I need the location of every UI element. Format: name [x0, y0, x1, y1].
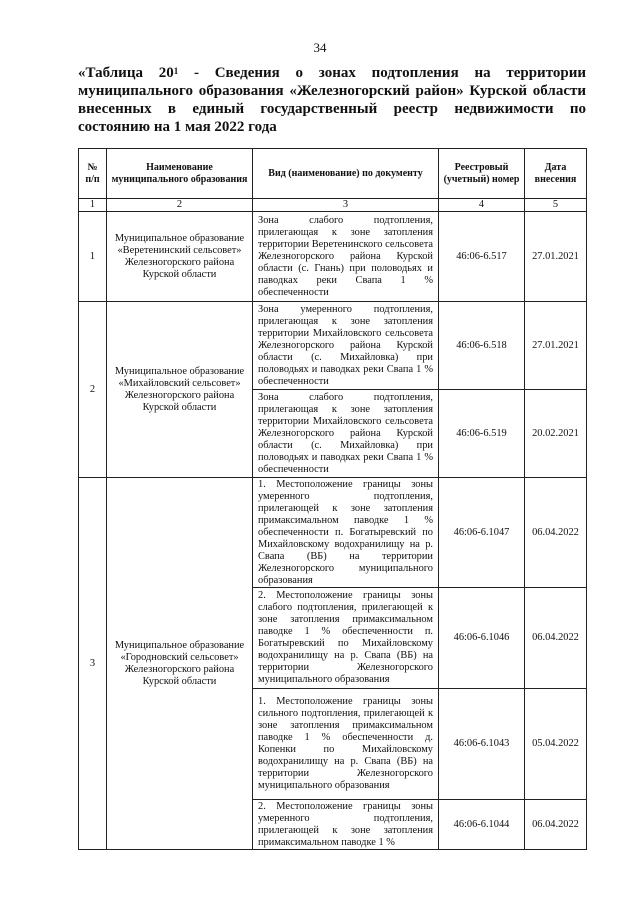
table-row [79, 478, 587, 588]
row-num: 1 [79, 212, 107, 302]
date-cell: 27.01.2021 [525, 302, 587, 390]
zones-table [78, 148, 587, 850]
table-row [79, 212, 587, 302]
date-cell: 20.02.2021 [525, 390, 587, 478]
reg-number-cell: 46:06-6.519 [439, 390, 525, 478]
reg-number-cell: 46:06-6.518 [439, 302, 525, 390]
date-cell: 27.01.2021 [525, 212, 587, 302]
description-cell: 1. Местоположение границы зоны сильного подтопления, прилегающей к зоне затопления примаксимальном паводке 1 % обеспеченности д. Копенки по Михайловскому водохранилищу на р. Свапа (ВБ) на территории Железногорского муниципального образования [253, 689, 439, 800]
header-municipality: Наименование муниципального образования [107, 149, 253, 199]
description-cell: Зона слабого подтопления, прилегающая к зоне затопления территории Михайловского сельсовета Железногорского района Курской области (с. Михайловка) при половодьях и паводках реки Свапа 1 % обеспеченности [253, 390, 439, 478]
header-date: Дата внесения [525, 149, 587, 199]
table-row [79, 302, 587, 390]
table-title [78, 64, 586, 136]
title-rest: - Сведения о зонах подтопления на территории муниципального образования «Железногорский район» Курской области внесенных в единый государственный реестр недвижимости по состоянию на 1 мая 2022 года [78, 65, 586, 135]
reg-number-cell: 46:06-6.1046 [439, 588, 525, 689]
title-superscript: 1 [173, 66, 179, 76]
description-cell: 2. Местоположение границы зоны слабого подтопления, прилегающей к зоне затопления примаксимальном паводке 1 % обеспеченности п. Богатыревский по Михайловскому водохранилищу на р. Свапа (ВБ) на территории Железногорского муниципального образования [253, 588, 439, 689]
header-reg-number: Реестровый (учетный) номер [439, 149, 525, 199]
description-cell: Зона умеренного подтопления, прилегающая к зоне затопления территории Михайловского сельсовета Железногорского района Курской области (с. Михайловка) при половодьях и паводках реки Свапа 1 % обеспеченности [253, 302, 439, 390]
row-num: 2 [79, 302, 107, 478]
colnum-2: 2 [107, 199, 253, 212]
date-cell: 06.04.2022 [525, 478, 587, 588]
table-header-row [79, 149, 587, 199]
column-numbers-row [79, 199, 587, 212]
page-number: 34 [313, 40, 327, 55]
colnum-1: 1 [79, 199, 107, 212]
municipality-cell: Муниципальное образование «Городновский сельсовет» Железногорского района Курской области [107, 478, 253, 850]
municipality-cell: Муниципальное образование «Михайловский сельсовет» Железногорского района Курской области [107, 302, 253, 478]
municipality-cell: Муниципальное образование «Веретенинский сельсовет» Железногорского района Курской области [107, 212, 253, 302]
description-cell: Зона слабого подтопления, прилегающая к зоне затопления территории Веретенинского сельсовета Железногорского района Курской области (с. Гнань) при половодьях и паводках реки Свапа 1 % обеспеченности [253, 212, 439, 302]
title-prefix: «Таблица 20 [78, 65, 174, 81]
colnum-4: 4 [439, 199, 525, 212]
colnum-3: 3 [253, 199, 439, 212]
reg-number-cell: 46:06-6.1047 [439, 478, 525, 588]
reg-number-cell: 46:06-6.1044 [439, 800, 525, 850]
header-num: № п/п [79, 149, 107, 199]
date-cell: 06.04.2022 [525, 588, 587, 689]
date-cell: 05.04.2022 [525, 689, 587, 800]
colnum-5: 5 [525, 199, 587, 212]
description-cell: 2. Местоположение границы зоны умеренного подтопления, прилегающей к зоне затопления примаксимальном паводке 1 % [253, 800, 439, 850]
reg-number-cell: 46:06-6.517 [439, 212, 525, 302]
row-num: 3 [79, 478, 107, 850]
reg-number-cell: 46:06-6.1043 [439, 689, 525, 800]
description-cell: 1. Местоположение границы зоны умеренного подтопления, прилегающей к зоне затопления примаксимальном паводке 1 % обеспеченности п. Богатыревский по Михайловскому водохранилищу на р. Свапа (ВБ) на территории Железногорского муниципального образования [253, 478, 439, 588]
date-cell: 06.04.2022 [525, 800, 587, 850]
header-description: Вид (наименование) по документу [253, 149, 439, 199]
